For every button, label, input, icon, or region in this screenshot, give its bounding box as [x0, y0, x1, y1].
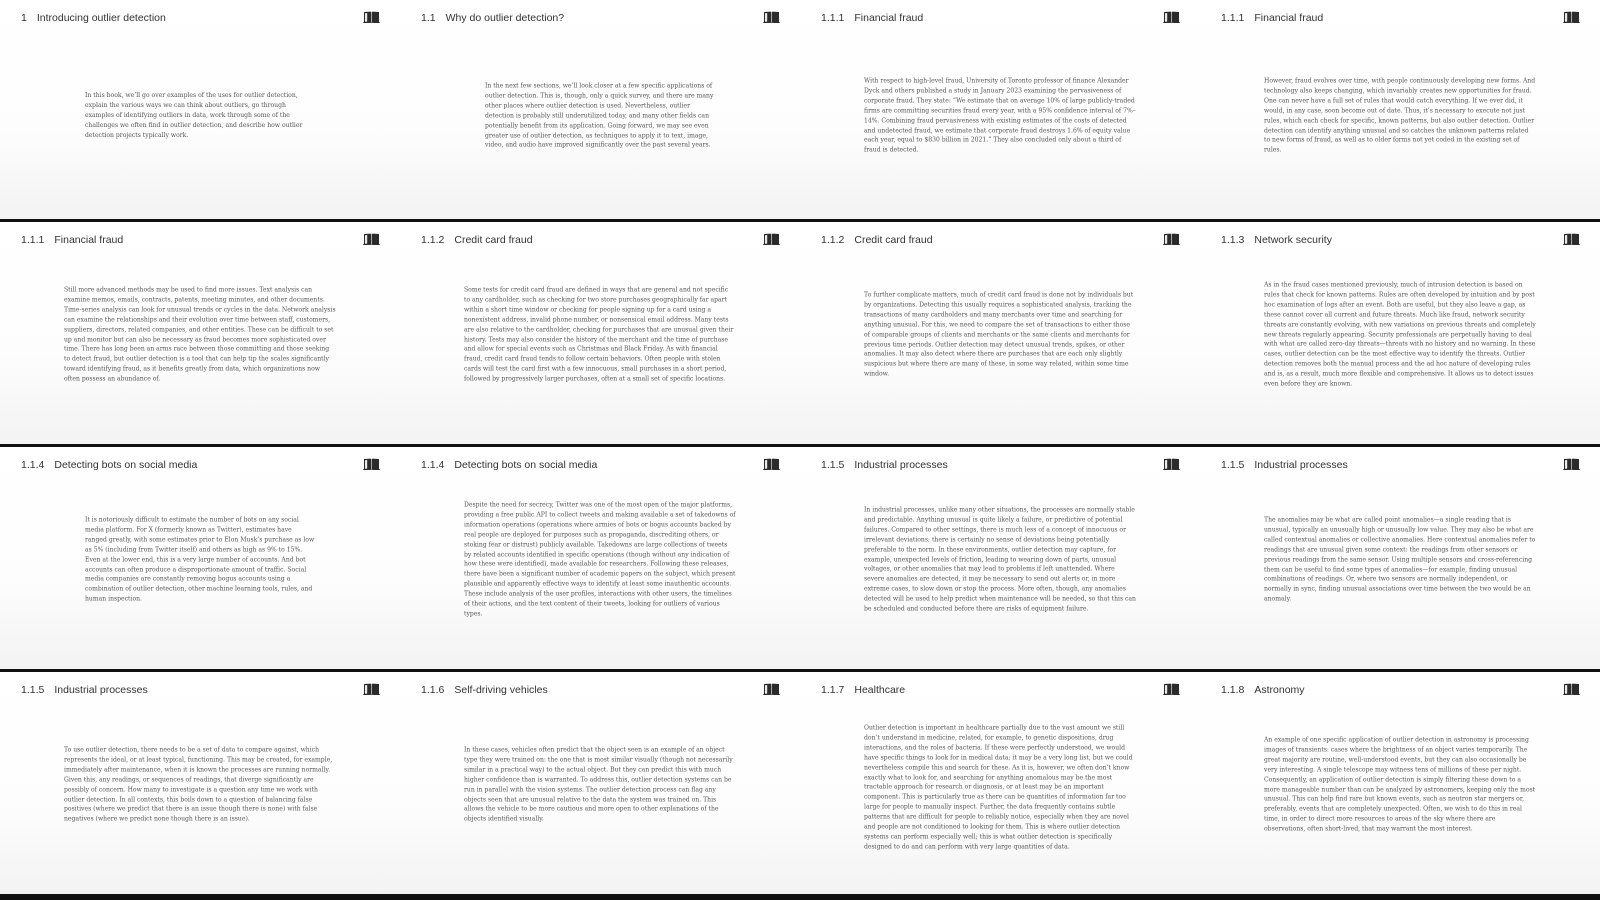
section-title: Self-driving vehicles: [454, 684, 548, 696]
section-title: Why do outlier detection?: [445, 12, 565, 24]
section-title: Credit card fraud: [454, 234, 533, 246]
slide[interactable]: [400, 0, 800, 222]
section-number: 1.1.1: [821, 12, 845, 24]
slide-body-text: As in the fraud cases mentioned previously, much of intrusion detection is based on rules that check for known patterns. Rules are often developed by intuition and by post hoc examination of logs after an event. Both are useful, but they also leave a gap, as these cannot cover all current and future threats. Much like fraud, network security threats are constantly evolving, with new variations on previous threats and completely new threats regularly appearing. Security professionals are perpetually having to deal with what are called zero-day threats—threats with no history and no warning. In these cases, outlier detection can be the most effective way to identify the threats. Outlier detection removes both the manual process and the ad hoc nature of developing rules and is, as a result, much more flexible and comprehensive. It allows us to detect issues even before they are known.: [1264, 281, 1536, 388]
section-number: 1.1.2: [821, 234, 845, 246]
slide-body-text: In this book, we’ll go over examples of the uses for outlier detection, explain the various ways we can think about outliers, go through examples of identifying outliers in data, work through some of the challenges we often find in outlier detection, and describe how outlier detection projects typically work.: [85, 92, 303, 139]
slide[interactable]: [400, 672, 800, 897]
book-icon[interactable]: [763, 233, 780, 245]
section-title: Detecting bots on social media: [454, 459, 598, 471]
book-icon[interactable]: [1163, 683, 1180, 695]
book-icon[interactable]: [363, 683, 380, 695]
book-icon[interactable]: [1563, 11, 1580, 23]
slide[interactable]: [1200, 0, 1600, 222]
slide-body-text: Outlier detection is important in healthcare partially due to the vast amount we still don’t understand in medicine, related, for example, to genetic dispositions, drug interactions, and the roles of bacteria. If these were perfectly understood, we would have specific things to look for in medical data; it may be a very long list, but we could nevertheless compile this and search for these. As it is, however, we often don’t know exactly what to look for, and searching for anything anomalous may be the most tractable approach for research or diagnosis, or at least may be an important component. This is particularly true as there can be quantities of information far too large for people to manually inspect. Further, the data frequently contains subtle patterns that are difficult for people to reliably notice, especially when they are novel and people are not conditioned to looking for them. This is where outlier detection systems can perform especially well; this is what outlier detection is specifically designed to do and can perform with very large quantities of data.: [864, 724, 1133, 851]
slide[interactable]: [0, 222, 400, 447]
slide-body-text: Some tests for credit card fraud are defined in ways that are general and not specific to any cardholder, such as checking for two store purchases geographically far apart within a short time window or checking for people signing up for a card using a nonexistent address, invalid phone number, or nonsensical email address. Many tests are also relative to the cardholder, checking for purchases that are unusual given their history. Tests may also consider the history of the merchant and the time of purchase and allow for special events such as Christmas and Black Friday. As with financial fraud, credit card fraud tends to follow certain behaviors. Often people with stolen cards will test the card first with a few innocuous, small purchases in a short period, followed by progressively larger purchases, often at a small set of specific locations.: [464, 286, 734, 383]
section-title: Industrial processes: [54, 684, 148, 696]
slide[interactable]: [0, 0, 400, 222]
section-title: Industrial processes: [854, 459, 948, 471]
slide-header: [421, 233, 780, 247]
slide-body-text: To use outlier detection, there needs to be a set of data to compare against, which represents the ideal, or at least typical, functioning. This may be created, for example, immediately after maintenance, when it is known the processes are running normally. Given this, any readings, or sequences of readings, that diverge significantly are possibly of concern. How many to investigate is a question any time we work with outlier detection. In all contexts, this boils down to a question of balancing false positives (where we predict that there is an issue though there is none) with false negatives (where we predict none though there is an issue).: [64, 746, 333, 823]
slide-body-text: In these cases, vehicles often predict that the object seen is an example of an object type they were trained on: the one that is most similar visually (though not necessarily similar in a practical way) to the actual object. But they can predict this with much higher confidence than is warranted. To address this, outlier detection systems can be run in parallel with the vision systems. The outlier detection process can flag any objects seen that are unusual relative to the data the system was trained on. This allows the vehicle to be more cautious and more open to other explanations of the objects identified visually.: [464, 746, 733, 823]
slide-header: [21, 683, 380, 697]
slide-header: [421, 683, 780, 697]
slide-header: [821, 683, 1180, 697]
slide-header: [421, 11, 780, 25]
slide[interactable]: [400, 222, 800, 447]
slide-header: [21, 458, 380, 472]
book-icon[interactable]: [363, 11, 380, 23]
book-icon[interactable]: [1163, 458, 1180, 470]
book-icon[interactable]: [363, 458, 380, 470]
slide-header: [821, 11, 1180, 25]
slide-header: [21, 233, 380, 247]
section-number: 1.1.4: [421, 459, 445, 471]
section-title: Financial fraud: [1254, 12, 1324, 24]
section-title: Introducing outlier detection: [36, 12, 166, 24]
section-title: Astronomy: [1254, 684, 1305, 696]
section-number: 1.1: [421, 12, 436, 24]
slide[interactable]: [1200, 222, 1600, 447]
slide-header: [1221, 233, 1580, 247]
slide-body-text: To further complicate matters, much of credit card fraud is done not by individuals but by organizations. Detecting this usually requires a sophisticated analysis, tracking the transactions of many cardholders and many merchants over time and searching for anything unusual. For this, we need to compare the set of transactions to either those of comparable groups of clients and merchants or the same clients and merchants for previous time periods. Outlier detection may detect unusual trends, spikes, or other anomalies. It may also detect where there are purchases that are each only slightly suspicious but where there are many of these, in some way related, within some time window.: [864, 291, 1134, 378]
slide[interactable]: [400, 447, 800, 672]
section-number: 1.1.8: [1221, 684, 1245, 696]
book-icon[interactable]: [1163, 11, 1180, 23]
book-icon[interactable]: [763, 683, 780, 695]
book-icon[interactable]: [1563, 683, 1580, 695]
slide[interactable]: [0, 672, 400, 897]
section-number: 1.1.5: [21, 684, 45, 696]
book-icon[interactable]: [363, 233, 380, 245]
slide[interactable]: [800, 672, 1200, 897]
slide-header: [821, 233, 1180, 247]
book-icon[interactable]: [1163, 233, 1180, 245]
slide-body-text: In industrial processes, unlike many other situations, the processes are normally stable and predictable. Anything unusual is quite likely a failure, or predictive of potential failures. Compared to other settings, there is much less of a concept of innocuous or irrelevant deviations; there is certainly no sense of deviations being potentially preferable to the norm. In these environments, outlier detection may capture, for example, unexpected levels of friction, leading to wearing down of parts, unusual voltages, or other anomalies that may lead to problems if left unattended. Where severe anomalies are detected, it may be necessary to send out alerts or, in more extreme cases, to slow down or stop the process. More often, though, any anomalies detected will be used to help predict when maintenance will be needed, so that this can be scheduled and conducted before there are risks of equipment failure.: [864, 506, 1136, 613]
slide-header: [421, 458, 780, 472]
book-icon[interactable]: [1563, 233, 1580, 245]
slide-header: [1221, 11, 1580, 25]
section-number: 1.1.3: [1221, 234, 1245, 246]
slide-body-text: Despite the need for secrecy, Twitter was one of the most open of the major platforms, providing a free public API to collect tweets and making available a set of takedowns of information operations (operations where armies of bots or bogus accounts backed by real people are deployed for purposes such as propaganda, discrediting others, or stoking fear or distrust) publicly available. Takedowns are large collections of tweets by related accounts identified in specific operations (though without any indication of how these were identified), made available for researchers. Following these releases, there have been a significant number of academic papers on the subject, which present plausible and apparently effective ways to identify at least some inauthentic accounts. These include analysis of the user profiles, interactions with other users, the timelines of their actions, and the text content of their tweets, looking for outliers of various types.: [464, 501, 736, 618]
section-title: Industrial processes: [1254, 459, 1348, 471]
section-title: Credit card fraud: [854, 234, 933, 246]
slide-body-text: With respect to high-level fraud, University of Toronto professor of finance Alexander Dyck and others published a study in January 2023 examining the pervasiveness of corporate fraud. They state: “We estimate that on average 10% of large publicly-traded firms are committing securities fraud every year, with a 95% confidence interval of 7%–14%. Combining fraud pervasiveness with existing estimates of the costs of detected and undetected fraud, we estimate that corporate fraud destroys 1.6% of equity value each year, equal to $830 billion in 2021.” They also concluded only about a third of fraud is detected.: [864, 77, 1136, 154]
section-number: 1.1.5: [1221, 459, 1245, 471]
slide-body-text: In the next few sections, we’ll look closer at a few specific applications of outlier detection. This is, though, only a quick survey, and there are many other places where outlier detection is used. Nevertheless, outlier detection is probably still underutilized today, and many other fields can potentially benefit from its application. Going forward, we may see even greater use of outlier detection, as techniques to apply it to text, image, video, and audio have improved significantly over the past several years.: [485, 82, 714, 149]
section-number: 1.1.1: [1221, 12, 1245, 24]
slide[interactable]: [800, 0, 1200, 222]
slide-header: [1221, 683, 1580, 697]
section-number: 1.1.5: [821, 459, 845, 471]
slide[interactable]: [0, 447, 400, 672]
book-icon[interactable]: [763, 458, 780, 470]
section-title: Financial fraud: [854, 12, 924, 24]
slide[interactable]: [800, 447, 1200, 672]
section-title: Financial fraud: [54, 234, 124, 246]
section-number: 1.1.2: [421, 234, 445, 246]
slide-body-text: Still more advanced methods may be used to find more issues. Text analysis can examine memos, emails, contracts, patents, meeting minutes, and other documents. Time-series analysis can look for unusual trends or cycles in the data. Network analysis can examine the relationships and their evolution over time between staff, customers, suppliers, directors, related companies, and other entities. These can be difficult to set up and monitor but can also be necessary as fraud becomes more sophisticated over time. There has long been an arms race between those committing and those seeking to detect fraud, but outlier detection is a tool that can help tip the scales significantly toward identifying fraud, as it benefits greatly from data, which organizations now often possess an abundance of.: [64, 286, 336, 383]
slide-body-text: The anomalies may be what are called point anomalies—a single reading that is unusual, typically an unusually high or unusually low value. They may also be what are called contextual anomalies or collective anomalies. Here contextual anomalies refer to readings that are unusual given some context: the readings from other sensors or previous readings from the same sensor. Using multiple sensors and cross-referencing them can be useful to find some types of anomalies—for example, finding unusual combinations of readings. Or, where two sensors are normally independent, or normally in sync, finding unusual associations over time between the two would be an anomaly.: [1264, 516, 1536, 603]
section-number: 1.1.7: [821, 684, 845, 696]
slide-header: [821, 458, 1180, 472]
slide-body-text: An example of one specific application of outlier detection in astronomy is processing images of transients: cases where the brightness of an object varies temporarily. The great majority are routine, well-understood events, but they can also occasionally be very interesting. A single telescope may witness tens of millions of these per night. Consequently, an application of outlier detection is simply filtering these down to a more manageable number than can be analyzed by astronomers, keeping only the most unusual. This can help find rare but known events, such as neutron star mergers or, preferably, events that are completely unexpected. Often, we wish to do this in real time, in order to direct more resources to areas of the sky where there are observations, often short-lived, that may warrant the most interest.: [1264, 736, 1536, 833]
slide[interactable]: [800, 222, 1200, 447]
section-number: 1.1.6: [421, 684, 445, 696]
book-icon[interactable]: [1563, 458, 1580, 470]
slide-body-text: However, fraud evolves over time, with people continuously developing new forms. And technology also keeps changing, which invariably creates new opportunities for fraud. One can never have a full set of rules that would catch everything. If we ever did, it would, in any case, soon become out of date. Thus, it’s necessary to execute not just rules, which each check for specific, known patterns, but also outlier detection. Outlier detection can identify anything unusual and so catches the unknown patterns related to new forms of fraud, as well as to older forms not yet coded in the existing set of rules.: [1264, 77, 1536, 154]
section-title: Detecting bots on social media: [54, 459, 198, 471]
section-number: 1.1.1: [21, 234, 45, 246]
section-title: Network security: [1254, 234, 1332, 246]
slide[interactable]: [1200, 672, 1600, 897]
section-number: 1: [21, 12, 27, 24]
section-number: 1.1.4: [21, 459, 45, 471]
slide-body-text: It is notoriously difficult to estimate the number of bots on any social media platform. For X (formerly known as Twitter), estimates have ranged greatly, with some estimates prior to Elon Musk’s purchase as low as 5% (including from Twitter itself) and others as high as 9% to 15%. Even at the lower end, this is a very large number of accounts. And bot accounts can often produce a disproportionate amount of traffic. Social media companies are constantly removing bogus accounts using a combination of outlier detection, other machine learning tools, rules, and human inspection.: [85, 516, 315, 603]
slide-header: [21, 11, 380, 25]
section-title: Healthcare: [854, 684, 906, 696]
book-icon[interactable]: [763, 11, 780, 23]
slide[interactable]: [1200, 447, 1600, 672]
slide-header: [1221, 458, 1580, 472]
